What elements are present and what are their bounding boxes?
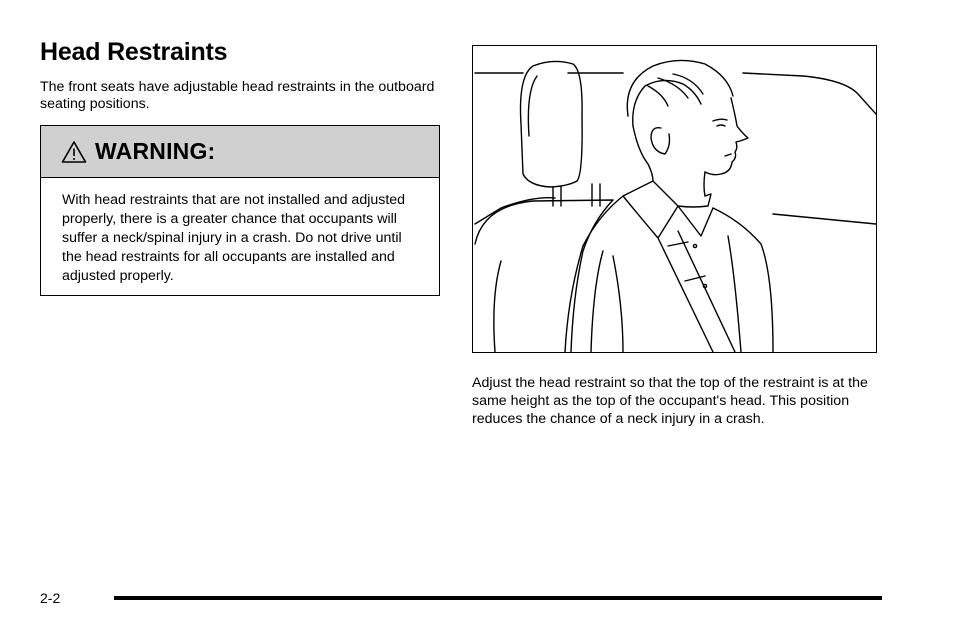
page-number: 2-2	[40, 590, 61, 606]
warning-triangle-icon	[61, 140, 87, 164]
intro-paragraph: The front seats have adjustable head restraints in the outboard seating positions.	[40, 79, 435, 112]
warning-box	[40, 125, 440, 296]
warning-title: WARNING:	[95, 138, 216, 164]
head-restraint-illustration	[472, 45, 877, 353]
footer-rule	[114, 596, 882, 600]
warning-header	[41, 126, 439, 178]
seated-occupant-drawing	[473, 46, 877, 353]
figure-caption: Adjust the head restraint so that the top of the restraint is at the same height as the top of the occupant's head. This position reduces the chance of a neck injury in a crash.	[472, 375, 868, 427]
section-title: Head Restraints	[40, 38, 228, 66]
warning-text: With head restraints that are not installed and adjusted properly, there is a greater chance that occupants will suffer a neck/spinal injury in a crash. Do not drive until the head restraints for all occupants are installed and adjusted properly.	[62, 192, 406, 284]
